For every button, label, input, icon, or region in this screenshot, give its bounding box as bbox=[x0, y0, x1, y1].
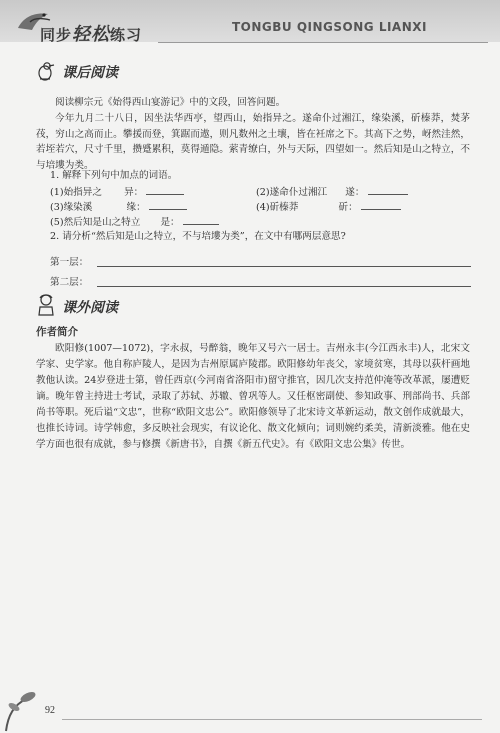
q1-item-label: (3)缘染溪 bbox=[50, 202, 93, 213]
q1-item-2 bbox=[256, 184, 408, 200]
series-title-part-c: 练习 bbox=[110, 26, 143, 44]
series-latin-title: TONGBU QINGSONG LIANXI bbox=[232, 20, 427, 34]
q1-item-4 bbox=[256, 199, 401, 215]
section-heading-extracurricular bbox=[36, 293, 118, 317]
section-heading-text: 课外阅读 bbox=[62, 300, 118, 316]
q1-item-word: 斫： bbox=[338, 202, 358, 213]
q1-item-label: (4)斫榛莽 bbox=[256, 202, 299, 213]
q1-item-word: 遂： bbox=[345, 187, 365, 198]
footer-divider bbox=[62, 719, 482, 720]
question-2-title: 2. 请分析“然后知是山之特立，不与培塿为类”，在文中有哪两层意思? bbox=[50, 231, 346, 242]
q1-item-3 bbox=[50, 199, 187, 215]
section-heading-text: 课后阅读 bbox=[62, 65, 118, 81]
answer-blank[interactable] bbox=[368, 184, 408, 195]
question-1-title: 1. 解释下列句中加点的词语。 bbox=[50, 170, 178, 181]
reading-intro: 阅读柳宗元《始得西山宴游记》中的文段，回答问题。 bbox=[55, 97, 286, 108]
author-biography: 欧阳修(1007—1072)，字永叔，号醉翁，晚年又号六一居士。吉州永丰(今江西永丰)人，北宋文学家、史学家。他自称庐陵人，是因为吉州原属庐陵郡。欧阳修幼年丧父，家境贫寒，其母以荻杆画地教他认读。24岁登进士第，曾任西京(今河南省洛阳市)留守推官，因几次支持范仲淹等改革派，屡遭贬谪。晚年曾主持进士考试，录取了苏轼、苏辙、曾巩等人。又任枢密副使、参知政事、刑部尚书、兵部尚书等职。死后谥“文忠”，世称“欧阳文忠公”。欧阳修领导了北宋诗文革新运动，散文创作成就最大，也推长诗词。诗学韩愈，多反映社会现实，有议论化、散文化倾向；词则婉约柔美，清新淡雅。他在史学方面也很有成就，参与修撰《新唐书》，自撰《新五代史》。有《欧阳文忠公集》传世。 bbox=[36, 343, 470, 450]
layer-1-answer-line[interactable] bbox=[97, 266, 471, 267]
header-divider bbox=[158, 42, 488, 43]
section-heading-after-class bbox=[36, 58, 118, 82]
series-title bbox=[40, 20, 142, 46]
layer-2-answer-line[interactable] bbox=[97, 286, 471, 287]
answer-blank[interactable] bbox=[146, 184, 184, 195]
q1-item-label: (1)始指异之 bbox=[50, 187, 102, 198]
page-number: 92 bbox=[45, 705, 55, 716]
q1-item-5 bbox=[50, 214, 219, 230]
reading-passage: 今年九月二十八日，因坐法华西亭，望西山，始指异之。遂命仆过湘江，缘染溪，斫榛莽，焚茅茷，穷山之高而止。攀援而登，箕踞而遨，则凡数州之土壤，皆在衽席之下。其高下之势，岈然洼然，若垤若穴，尺寸千里，攒蹙累积，莫得遁隐。萦青缭白，外与天际，四望如一。然后知是山之特立，不与培塿为类。 bbox=[36, 113, 470, 171]
q1-item-label: (5)然后知是山之特立 bbox=[50, 217, 141, 228]
q1-item-1 bbox=[50, 184, 184, 200]
answer-blank[interactable] bbox=[183, 214, 219, 225]
bird-reading-icon bbox=[36, 60, 58, 82]
q1-item-label: (2)遂命仆过湘江 bbox=[256, 187, 328, 198]
layer-2-label: 第二层： bbox=[50, 277, 89, 288]
girl-reading-icon bbox=[36, 293, 58, 317]
answer-blank[interactable] bbox=[149, 199, 187, 210]
series-title-part-b: 轻松 bbox=[72, 24, 111, 45]
corner-plant-icon bbox=[0, 685, 44, 733]
q1-item-word: 是： bbox=[160, 217, 180, 228]
author-intro-subheading: 作者简介 bbox=[36, 326, 78, 338]
answer-blank[interactable] bbox=[361, 199, 401, 210]
layer-1-label: 第一层： bbox=[50, 257, 89, 268]
q1-item-word: 缘： bbox=[126, 202, 146, 213]
series-title-part-a: 同步 bbox=[40, 26, 73, 44]
q1-item-word: 异： bbox=[124, 187, 144, 198]
